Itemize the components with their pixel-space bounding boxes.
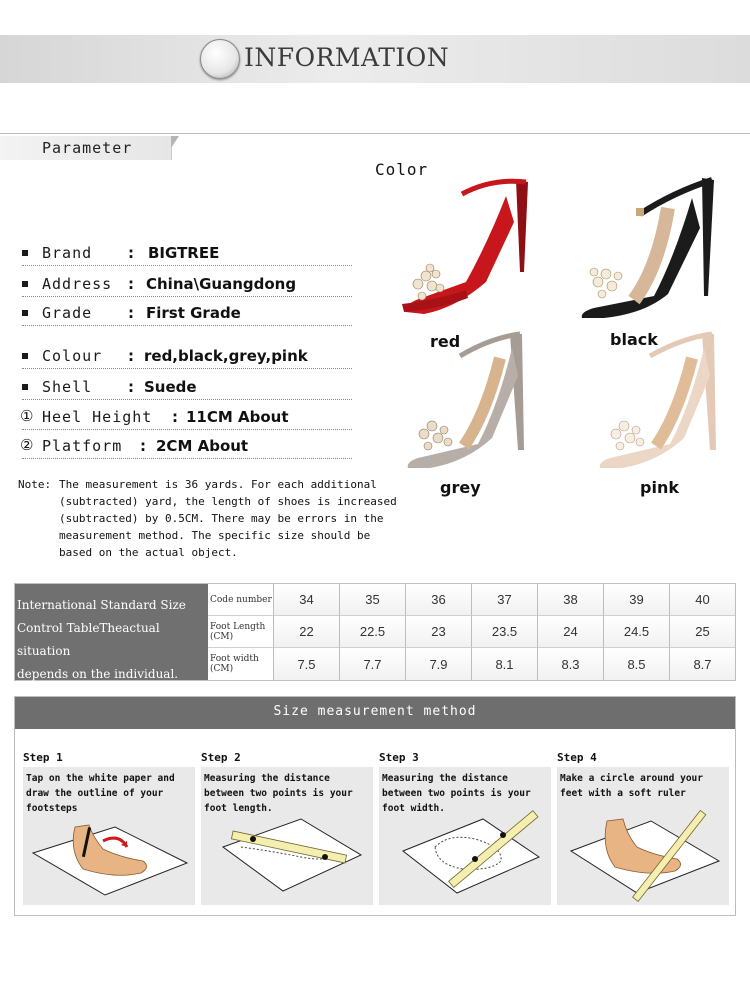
step-1 (23, 751, 195, 906)
foot-circle-illustration (557, 807, 729, 905)
size-row-label: Foot Length (CM) (208, 616, 274, 648)
color-label-pink: pink (640, 478, 679, 497)
step-panel (557, 767, 729, 905)
spec-value: red,black,grey,pink (144, 347, 308, 365)
spec-row-address (22, 275, 352, 297)
bullet-icon (22, 310, 28, 316)
size-cell: 37 (472, 584, 538, 616)
spec-row-colour (22, 347, 352, 369)
shoe-image-grey (400, 326, 550, 476)
size-row-label: Foot width (CM) (208, 648, 274, 680)
size-cell: 39 (604, 584, 670, 616)
step-panel (379, 767, 551, 905)
color-label-red: red (430, 332, 461, 351)
step-title: Step 1 (23, 751, 63, 764)
note-label: Note: (18, 478, 52, 491)
spec-row-shell (22, 378, 352, 400)
step-text: Measuring the distance between two points is your foot width. (382, 773, 531, 814)
spec-label: Grade (42, 304, 93, 322)
spec-separator: : (128, 347, 134, 365)
bullet-icon (22, 281, 28, 287)
size-cell: 8.1 (472, 648, 538, 680)
size-row-foot-width (208, 648, 735, 680)
size-table-caption (15, 584, 208, 680)
step-text: Make a circle around your feet with a soft ruler (560, 773, 703, 799)
spec-label: Heel Height (42, 408, 153, 426)
foot-outline-illustration (23, 807, 195, 905)
measurement-method (14, 696, 736, 916)
information-banner (0, 35, 750, 83)
banner-title: INFORMATION (244, 43, 450, 72)
bullet-icon (22, 384, 28, 390)
note-text: The measurement is 36 yards. For each additional (subtracted) yard, the length of shoes is increased (subtracted) by 0.5CM. There may be errors in the measurement method. The specific size should be based on the actual object. (59, 478, 397, 559)
size-row-code (208, 584, 735, 616)
shoe-image-black (574, 168, 724, 318)
circled-number-icon: ① (20, 407, 34, 425)
step-title: Step 2 (201, 751, 241, 764)
size-cell: 7.5 (274, 648, 340, 680)
size-cell: 36 (406, 584, 472, 616)
spec-row-platform (22, 437, 352, 459)
step-2 (201, 751, 373, 906)
size-table (14, 583, 736, 681)
size-cell: 22 (274, 616, 340, 648)
size-caption-line: International Standard Size (17, 598, 186, 612)
size-cell: 25 (670, 616, 735, 648)
step-3 (379, 751, 551, 906)
spec-separator: : (128, 304, 134, 322)
spec-label: Brand (42, 244, 93, 262)
size-row-label: Code number (208, 584, 274, 616)
size-cell: 23 (406, 616, 472, 648)
spec-label: Address (42, 275, 113, 293)
step-4 (557, 751, 729, 906)
shoe-image-pink (590, 326, 740, 476)
parameter-label: Parameter (42, 139, 133, 157)
bullet-icon (22, 250, 28, 256)
size-cell: 35 (340, 584, 406, 616)
color-title: Color (375, 160, 429, 179)
spec-value: Suede (144, 378, 197, 396)
step-title: Step 4 (557, 751, 597, 764)
size-cell: 7.7 (340, 648, 406, 680)
spec-label: Colour (42, 347, 103, 365)
parameter-divider (0, 133, 750, 134)
circled-number-icon: ② (20, 436, 34, 454)
step-panel (201, 767, 373, 905)
size-cell: 38 (538, 584, 604, 616)
size-cell: 22.5 (340, 616, 406, 648)
spec-row-heel-height (22, 408, 352, 430)
spec-value: China\Guangdong (146, 275, 297, 293)
size-cell: 34 (274, 584, 340, 616)
shoe-image-red (396, 172, 546, 322)
size-cell: 8.7 (670, 648, 735, 680)
foot-width-illustration (379, 807, 551, 905)
color-label-black: black (610, 330, 658, 349)
bullet-icon (22, 353, 28, 359)
step-title: Step 3 (379, 751, 419, 764)
size-cell: 24.5 (604, 616, 670, 648)
size-grid (208, 584, 735, 680)
size-cell: 8.3 (538, 648, 604, 680)
spec-separator: : (140, 437, 146, 455)
step-text: Tap on the white paper and draw the outline of your footsteps (26, 773, 175, 814)
spec-separator: : (128, 378, 134, 396)
size-caption-line: depends on the individual. (17, 667, 179, 681)
spec-separator: : (128, 275, 134, 293)
size-cell: 8.5 (604, 648, 670, 680)
method-title: Size measurement method (15, 697, 735, 729)
spec-separator: : (128, 244, 134, 262)
step-panel (23, 767, 195, 905)
size-cell: 7.9 (406, 648, 472, 680)
step-text: Measuring the distance between two points is your foot length. (204, 773, 353, 814)
size-cell: 24 (538, 616, 604, 648)
size-cell: 40 (670, 584, 735, 616)
spec-row-grade (22, 304, 352, 326)
circle-icon (200, 39, 240, 79)
size-caption-line: Control TableTheactual situation (17, 621, 160, 658)
spec-row-brand (22, 244, 352, 266)
parameter-tab (0, 136, 172, 160)
spec-value: 11CM About (186, 408, 289, 426)
spec-label: Shell (42, 378, 93, 396)
color-label-grey: grey (440, 478, 481, 497)
spec-separator: : (172, 408, 178, 426)
spec-value: BIGTREE (148, 244, 220, 262)
spec-value: First Grade (146, 304, 241, 322)
spec-label: Platform (42, 437, 123, 455)
size-row-foot-length (208, 616, 735, 648)
foot-length-illustration (201, 807, 373, 905)
size-cell: 23.5 (472, 616, 538, 648)
spec-value: 2CM About (156, 437, 249, 455)
